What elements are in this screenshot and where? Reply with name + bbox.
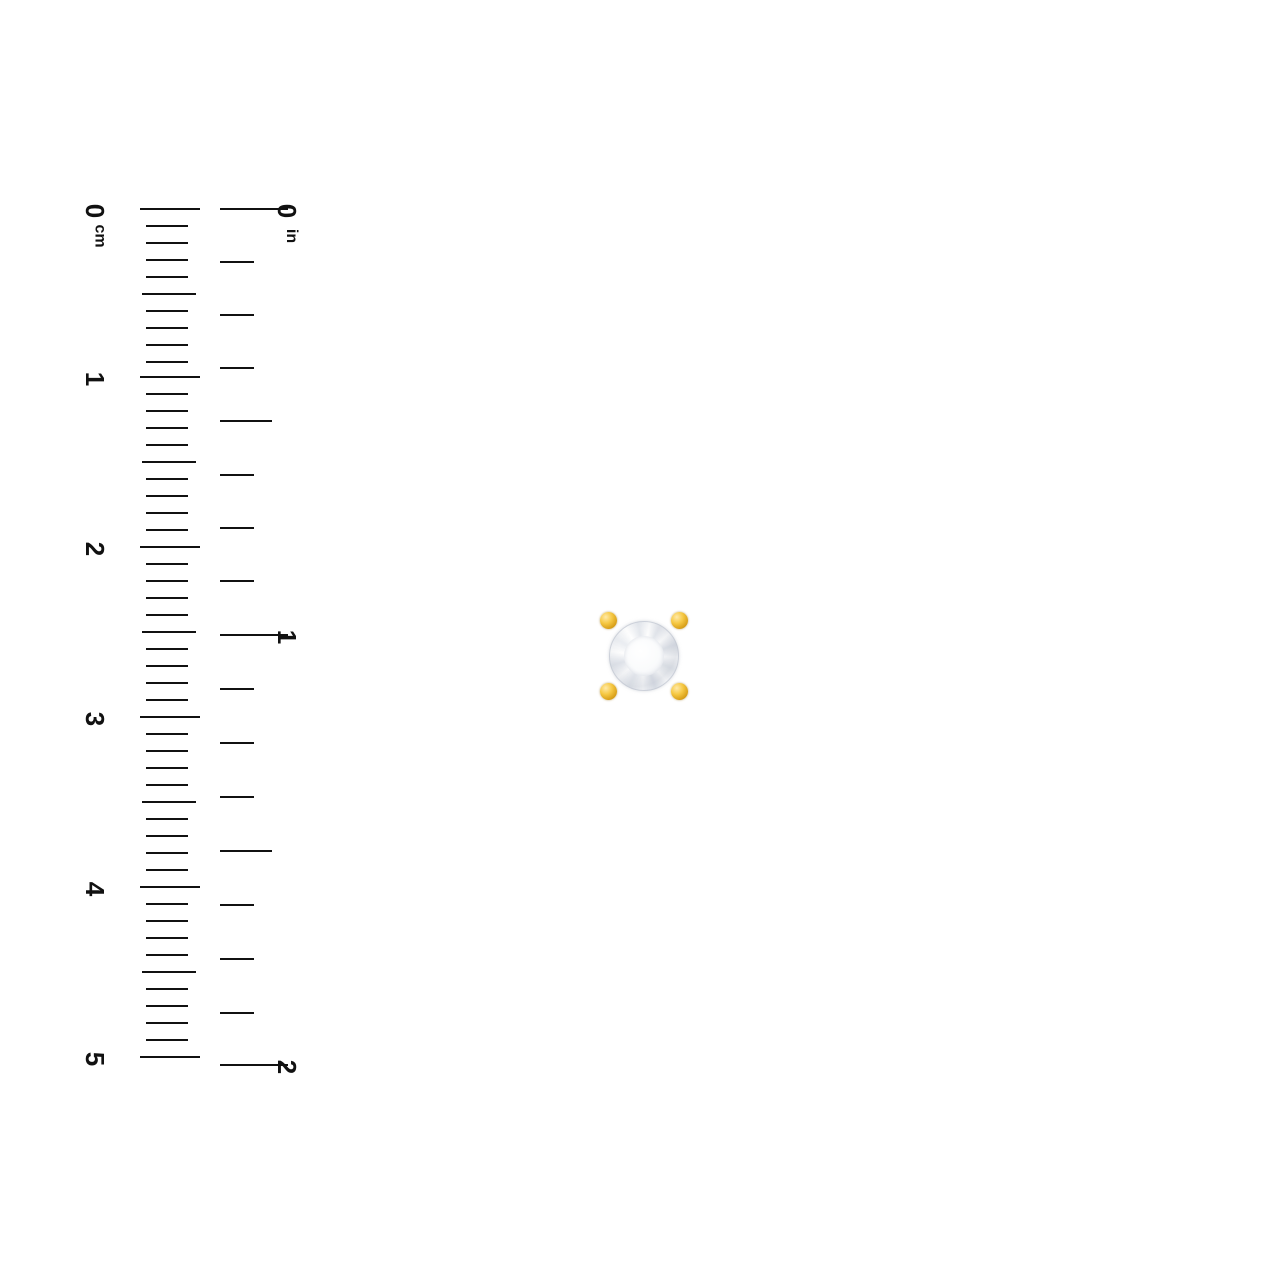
round-brilliant-diamond [609,621,679,691]
cm-tick-major-1 [140,376,200,378]
prong-bottom-right [671,683,688,700]
cm-tick-minor [146,327,188,329]
in-tick-minor [220,742,254,744]
cm-tick-minor [146,682,188,684]
cm-tick-major-5 [140,1056,200,1058]
in-label-1: 1 [272,629,303,645]
cm-tick-minor [146,512,188,514]
cm-tick-half [142,631,196,633]
cm-tick-minor [146,818,188,820]
cm-tick-minor [146,597,188,599]
in-tick-minor [220,796,254,798]
cm-tick-minor [146,954,188,956]
cm-tick-minor [146,699,188,701]
diamond-girdle [609,621,679,691]
cm-tick-minor [146,310,188,312]
cm-tick-minor [146,361,188,363]
measuring-ruler [80,180,320,1090]
cm-tick-minor [146,1005,188,1007]
cm-label-4: 4 [80,881,111,897]
prong-top-right [671,612,688,629]
cm-tick-minor [146,563,188,565]
in-tick-minor [220,580,254,582]
in-tick-minor [220,527,254,529]
cm-tick-minor [146,852,188,854]
cm-tick-minor [146,903,188,905]
in-tick-half [220,420,272,422]
cm-tick-minor [146,733,188,735]
cm-tick-minor [146,427,188,429]
cm-tick-minor [146,614,188,616]
cm-tick-minor [146,920,188,922]
in-tick-minor [220,367,254,369]
cm-unit-label: cm [91,224,109,248]
cm-tick-half [142,801,196,803]
cm-tick-major-4 [140,886,200,888]
cm-tick-major-2 [140,546,200,548]
cm-label-3: 3 [80,711,111,727]
cm-tick-minor [146,259,188,261]
cm-tick-minor [146,344,188,346]
cm-tick-half [142,293,196,295]
cm-tick-minor [146,1039,188,1041]
in-tick-minor [220,688,254,690]
cm-tick-major-0 [140,208,200,210]
cm-tick-major-3 [140,716,200,718]
cm-tick-minor [146,750,188,752]
cm-tick-minor [146,767,188,769]
in-tick-half [220,850,272,852]
in-label-2: 2 [272,1059,303,1075]
in-label-0: 0 [272,203,303,219]
cm-tick-minor [146,276,188,278]
in-unit-label: in [283,228,301,244]
cm-tick-minor [146,495,188,497]
cm-tick-minor [146,225,188,227]
diamond-stud-earring [598,610,690,702]
cm-tick-minor [146,529,188,531]
in-tick-minor [220,261,254,263]
cm-label-0: 0 [80,203,111,219]
cm-label-2: 2 [80,541,111,557]
cm-tick-minor [146,835,188,837]
cm-tick-minor [146,988,188,990]
cm-label-5: 5 [80,1051,111,1067]
cm-tick-minor [146,937,188,939]
in-tick-minor [220,474,254,476]
in-tick-minor [220,958,254,960]
cm-tick-minor [146,784,188,786]
cm-tick-minor [146,665,188,667]
cm-tick-minor [146,242,188,244]
in-tick-minor [220,314,254,316]
prong-top-left [600,612,617,629]
cm-tick-minor [146,444,188,446]
in-tick-minor [220,904,254,906]
in-tick-minor [220,1012,254,1014]
cm-tick-minor [146,580,188,582]
cm-tick-minor [146,410,188,412]
cm-tick-minor [146,393,188,395]
cm-tick-minor [146,1022,188,1024]
cm-tick-half [142,461,196,463]
cm-label-1: 1 [80,371,111,387]
cm-tick-minor [146,869,188,871]
cm-tick-half [142,971,196,973]
cm-tick-minor [146,648,188,650]
prong-bottom-left [600,683,617,700]
cm-tick-minor [146,478,188,480]
